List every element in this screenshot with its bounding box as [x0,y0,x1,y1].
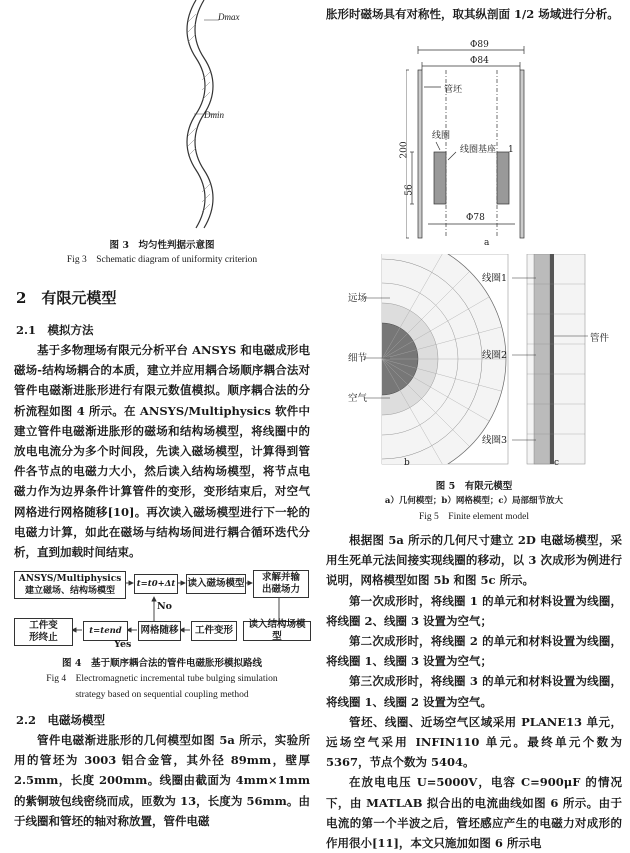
fig5b-sub: b [404,458,410,468]
flow-box-ansys: ANSYS/Multiphysics 建立磁场、结构场模型 [14,571,126,599]
right-top-paragraph: 胀形时磁场具有对称性，取其纵剖面 1/2 场域进行分析。 [326,7,619,21]
dim-1: 1 [508,145,514,155]
section22-title: 2.2 电磁场模型 [16,713,106,727]
fig3-label-dmax: Dmax [218,12,240,22]
dim-84: Φ84 [470,56,489,66]
right-paragraph-6: 在放电电压 U=5000V，电容 C=900μF 的情况下，由 MATLAB 拟合出的电流曲线如图 6 所示。由于电流的第一个半波之后，管坯感应产生的电磁力对成形的作用很小[11]，本文只施加如图 6 所示电 [326,775,622,851]
flow-box-read-structure: 读入结构场模型 [243,621,311,641]
section2-title: 2 有限元模型 [16,289,117,307]
section21-paragraph: 基于多物理场有限元分析平台 ANSYS 和电磁成形电磁场-结构场耦合的本质，建立并应用耦合场顺序耦合法对管件电磁渐进胀形进行有限元数值模拟。顺序耦合法的分析流程如图 4 所示。在 ANSYS/Multiphysics 软件中建立管件电磁渐进胀形的磁场和结构场模型，将线圈中的放电电流分为多个时间段，先读入磁场模型，计算得到管件各节点的电磁力大小，然后读入结构场模型，将节点电磁力作为边界条件计算管件的变形，变形结束后，对空气网格进行网格随移[10]。再次读入磁场模型进行下一轮的电磁力计算，如此在磁场与结构场间进行耦合循环迭代分析，直到加载时间结束。 [14,343,310,560]
fig3-caption-cn: 图 3 均匀性判据示意图 [109,240,215,251]
fig3-label-dmin: Dmin [204,110,224,120]
right-paragraph-2: 第一次成形时，将线圈 1 的单元和材料设置为线圈，将线圈 2、线圈 3 设置为空气； [326,593,622,628]
right-paragraph-5: 管坯、线圈、近场空气区域采用 PLANE13 单元，远场空气采用 INFIN110 单元。最终单元个数为 5367，节点个数为 5404。 [326,714,622,770]
fig4-caption-en-1: Fig 4 Electromagnetic incremental tube bulging simulation [46,674,278,684]
label-coil-base: 线圈基座 [460,145,497,155]
fig3-drawing [164,0,294,232]
fig5a-sub: a [484,238,490,248]
flow-box-read-magnetic: 读入磁场模型 [186,574,246,594]
label-tube: 管坯 [444,85,463,95]
right-body-text [326,530,622,853]
flow-label-yes: Yes [114,639,132,650]
right-paragraph-3: 第二次成形时，将线圈 2 的单元和材料设置为线圈，将线圈 1、线圈 3 设置为空气； [326,634,622,669]
fig4-caption-cn: 图 4 基于顺序耦合法的管件电磁胀形模拟路线 [62,658,262,669]
label-coil-2: 线圈2 [482,350,508,361]
right-paragraph-1: 根据图 5a 所示的几何尺寸建立 2D 电磁场模型，采用生死单元法间接实现线圈的移动，以 3 次成形为例进行说明，网格模型如图 5b 和图 5c 所示。 [326,533,622,588]
dim-56: 56 [404,184,415,196]
dim-89: Φ89 [470,40,489,50]
flow-box-solve: 求解并输 出磁场力 [253,570,309,598]
label-coil-1: 线圈1 [482,273,508,284]
dim-78: Φ78 [466,213,485,223]
label-detail: 细节 [348,353,368,364]
section21-title: 2.1 模拟方法 [16,323,94,337]
flow-box-deform: 工件变形 [191,621,237,641]
flow-box-end: 工件变 形终止 [14,618,73,646]
fig5-caption-cn: 图 5 有限元模型 [435,481,513,492]
fig4-caption-en-2: strategy based on sequential coupling method [75,690,249,700]
label-far-field: 远场 [348,293,368,304]
fig4-flowchart [14,568,310,648]
right-paragraph-4: 第三次成形时，将线圈 3 的单元和材料设置为线圈，将线圈 1、线圈 2 设置为空气。 [326,674,622,709]
fig3-caption-en: Fig 3 Schematic diagram of uniformity criterion [66,255,258,265]
flow-label-no: No [157,601,173,612]
label-air: 空气 [348,393,368,404]
dim-200: 200 [399,141,410,159]
label-coil: 线圈 [432,131,451,141]
fig5-caption-sub: a）几何模型；b）网格模型；c）局部细节放大 [384,496,564,506]
flow-box-mesh: 网格随移 [138,621,181,641]
fig5c-sub: c [554,458,560,468]
label-tube-c: 管件 [590,333,610,344]
label-coil-3: 线圈3 [482,435,508,446]
fig5-caption-en: Fig 5 Finite element model [418,512,530,522]
flow-box-t-step: t=t0+Δt [134,574,178,594]
flow-box-t-end: t=tend [83,621,128,641]
section22-paragraph: 管件电磁渐进胀形的几何模型如图 5a 所示，实验所用的管坯为 3003 铝合金管，其外径 89mm，壁厚 2.5mm，长度 200mm。线圈由截面为 4mm×1mm 的紫铜玻包线密绕而成，匝数为 13，长度为 56mm。由于线圈和管坯的轴对称放置，管件电磁 [14,733,310,828]
